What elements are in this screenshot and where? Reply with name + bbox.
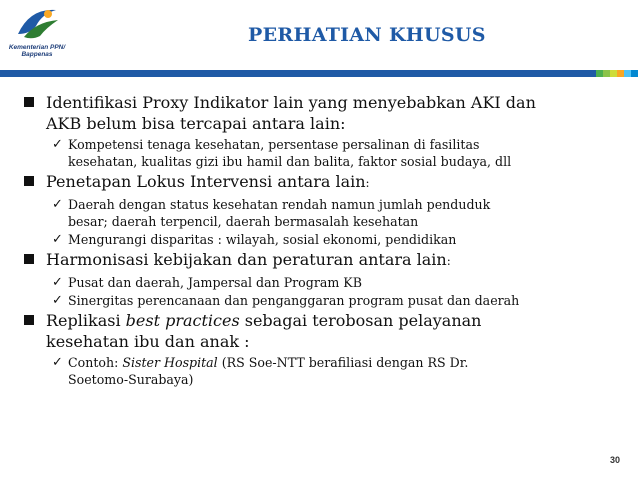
sub-bullet-line: Kompetensi tenaga kesehatan, persentase persalinan di fasilitas <box>68 137 480 152</box>
check-icon: ✓ <box>52 137 63 152</box>
sub-bullet-kompetensi <box>0 136 628 170</box>
sub-bullet-line: kesehatan, kualitas gizi ibu hamil dan balita, faktor sosial budaya, dll <box>68 154 512 169</box>
sub-bullet-contoh <box>0 354 628 388</box>
sub-bullet-line: Sinergitas perencanaan dan penganggaran program pusat dan daerah <box>68 293 520 308</box>
color-squares <box>596 70 638 77</box>
sub-bullet-sinergitas <box>0 292 628 309</box>
check-icon: ✓ <box>52 355 63 370</box>
color-square <box>624 70 631 77</box>
bullet-text: Harmonisasi kebijakan dan peraturan antara lain <box>46 250 447 269</box>
square-bullet-icon <box>24 176 34 186</box>
sub-bullet-line: besar; daerah terpencil, daerah bermasalah kesehatan <box>68 214 419 229</box>
bullet-line: Identifikasi Proxy Indikator lain yang menyebabkan AKI dan <box>46 93 536 112</box>
check-icon: ✓ <box>52 275 63 290</box>
color-square <box>603 70 610 77</box>
header-band-bar <box>0 70 638 77</box>
sub-bullet-line <box>68 354 628 371</box>
color-square <box>617 70 624 77</box>
check-icon: ✓ <box>52 197 63 212</box>
square-bullet-icon <box>24 97 34 107</box>
bullet-identifikasi <box>22 92 628 134</box>
bullet-content <box>22 92 628 389</box>
bullet-colon: : <box>446 254 451 268</box>
bullet-harmonisasi <box>22 249 628 272</box>
sub-bullet-line: Daerah dengan status kesehatan rendah namun jumlah penduduk <box>68 197 491 212</box>
bullet-colon: : <box>365 176 370 190</box>
check-icon: ✓ <box>52 232 63 247</box>
page-number: 30 <box>609 455 620 465</box>
bullet-replikasi <box>22 310 628 352</box>
sub-bullet-text: Contoh: <box>68 355 123 370</box>
sub-bullet-disparitas <box>0 231 628 248</box>
header-band <box>0 70 638 79</box>
logo-caption <box>4 44 70 58</box>
sub-bullet-italic-text: Sister Hospital <box>122 355 218 370</box>
square-bullet-icon <box>24 315 34 325</box>
bullet-line <box>46 310 628 331</box>
sub-bullet-line: Mengurangi disparitas : wilayah, sosial ekonomi, pendidikan <box>68 232 457 247</box>
bullet-line: kesehatan ibu dan anak : <box>46 332 250 351</box>
logo-line-1: Kementerian PPN/ <box>8 44 66 51</box>
bullet-penetapan-lokus <box>22 171 628 194</box>
bullet-text: Replikasi <box>46 311 126 330</box>
logo-line-2: Bappenas <box>21 51 53 58</box>
bappenas-logo <box>4 4 70 64</box>
sub-bullet-pusat-daerah <box>0 274 628 291</box>
bullet-line <box>46 249 628 272</box>
bullet-text: sebagai terobosan pelayanan <box>239 311 482 330</box>
bullet-line <box>46 171 628 194</box>
color-square <box>596 70 603 77</box>
color-square <box>610 70 617 77</box>
square-bullet-icon <box>24 254 34 264</box>
sub-bullet-text: (RS Soe-NTT berafiliasi dengan RS Dr. <box>217 355 469 370</box>
sub-bullet-line: Pusat dan daerah, Jampersal dan Program KB <box>68 275 362 290</box>
bullet-text: Penetapan Lokus Intervensi antara lain <box>46 172 366 191</box>
color-square <box>631 70 638 77</box>
page-title: PERHATIAN KHUSUS <box>248 24 486 46</box>
bullet-italic-text: best practices <box>125 311 240 330</box>
check-icon: ✓ <box>52 293 63 308</box>
bird-logo-icon <box>12 4 62 44</box>
bullet-line: AKB belum bisa tercapai antara lain: <box>46 114 346 133</box>
sub-bullet-daerah <box>0 196 628 230</box>
sub-bullet-line: Soetomo-Surabaya) <box>68 372 194 387</box>
